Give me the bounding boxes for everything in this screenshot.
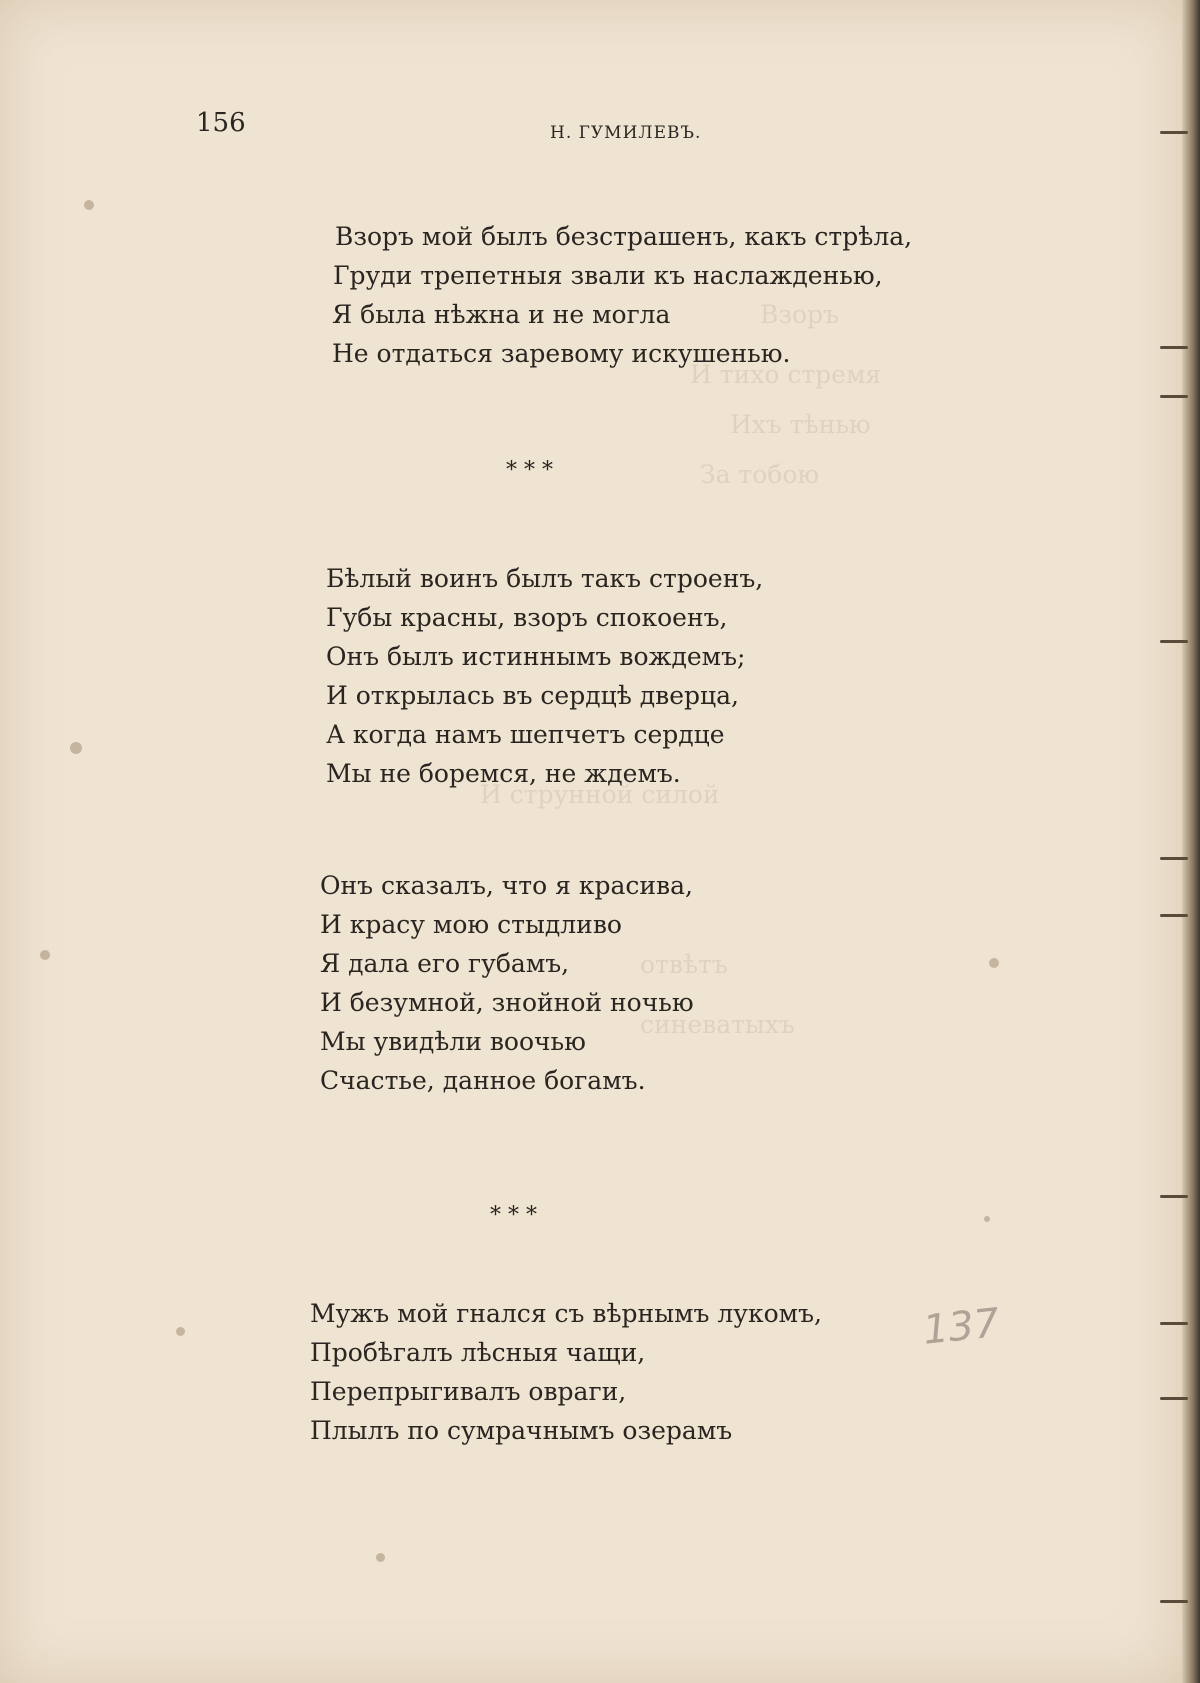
stanza-4	[310, 1294, 822, 1450]
verse-line: Перепрыгивалъ овраги,	[310, 1377, 627, 1406]
verse-line: И красу мою стыдливо	[320, 910, 622, 939]
binding-edge	[1182, 0, 1200, 1683]
verse-line: И безумной, знойной ночью	[320, 988, 694, 1017]
verse-line: А когда намъ шепчетъ сердце	[326, 720, 725, 749]
verse-line: Взоръ мой былъ безстрашенъ, какъ стрѣла,	[335, 222, 913, 251]
verse-line: Мы не боремся, не ждемъ.	[326, 759, 681, 788]
stanza-2	[326, 559, 763, 793]
verse-line: Я была нѣжна и не могла	[332, 300, 671, 329]
verse-line: Плылъ по сумрачнымъ озерамъ	[310, 1416, 733, 1445]
verse-line: Онъ сказалъ, что я красива,	[320, 871, 693, 900]
binding-stitch	[1160, 914, 1188, 917]
verse-line: Пробѣгалъ лѣсныя чащи,	[310, 1338, 646, 1367]
verse-line: Не отдаться заревому искушенью.	[332, 339, 791, 368]
verse-line: Счастье, данное богамъ.	[320, 1066, 646, 1095]
binding-stitch	[1160, 640, 1188, 643]
handwritten-folio-number: 137	[920, 1300, 1002, 1354]
binding-stitch	[1160, 1322, 1188, 1325]
book-page: Взоръ И тихо стремя Ихъ тѣнью За тобою И струнной силой отвѣтъ синеватыхъ 156 Н. ГУМИЛЕВЪ. Взоръ мой былъ безстрашенъ, какъ стрѣла, Груди трепетныя звали къ наслажденью, Я была нѣжна и не могла Не отдаться заревому искушенью. * * * Бѣлый воинъ былъ такъ строенъ, Губы красны, взоръ спокоенъ, Онъ былъ истиннымъ вождемъ; И открылась въ сердцѣ дверца, А когда намъ шепчетъ сердце Мы не боремся, не ждемъ. Онъ сказалъ, что я красива, И красу мою стыдливо Я дала его губамъ, И безумной, знойной ночью Мы увидѣли воочью Счастье, данное богамъ. * * * Мужъ мой гнался съ вѣрнымъ лукомъ, Пробѣгалъ лѣсныя чащи, Перепрыгивалъ овраги, Плылъ по сумрачнымъ озерамъ 137	[0, 0, 1182, 1683]
verse-line: И открылась въ сердцѣ дверца,	[326, 681, 739, 710]
verse-line: Мужъ мой гнался съ вѣрнымъ лукомъ,	[310, 1299, 822, 1328]
binding-stitch	[1160, 1195, 1188, 1198]
verse-line: Губы красны, взоръ спокоенъ,	[326, 603, 728, 632]
binding-stitch	[1160, 1600, 1188, 1603]
section-divider-stars: * * *	[490, 1203, 537, 1228]
running-header-author: Н. ГУМИЛЕВЪ.	[550, 123, 702, 143]
verse-line: Онъ былъ истиннымъ вождемъ;	[326, 642, 746, 671]
verse-line: Бѣлый воинъ былъ такъ строенъ,	[326, 564, 764, 593]
binding-stitch	[1160, 131, 1188, 134]
section-divider-stars: * * *	[506, 458, 553, 483]
binding-stitch	[1160, 857, 1188, 860]
binding-stitch	[1160, 395, 1188, 398]
binding-stitch	[1160, 346, 1188, 349]
stanza-1	[332, 217, 913, 373]
verse-line: Груди трепетныя звали къ наслажденью,	[333, 261, 883, 290]
page-number: 156	[196, 108, 246, 138]
verse-line: Мы увидѣли воочью	[320, 1027, 586, 1056]
binding-stitch	[1160, 1397, 1188, 1400]
verse-line: Я дала его губамъ,	[320, 949, 570, 978]
stanza-3	[320, 866, 694, 1100]
